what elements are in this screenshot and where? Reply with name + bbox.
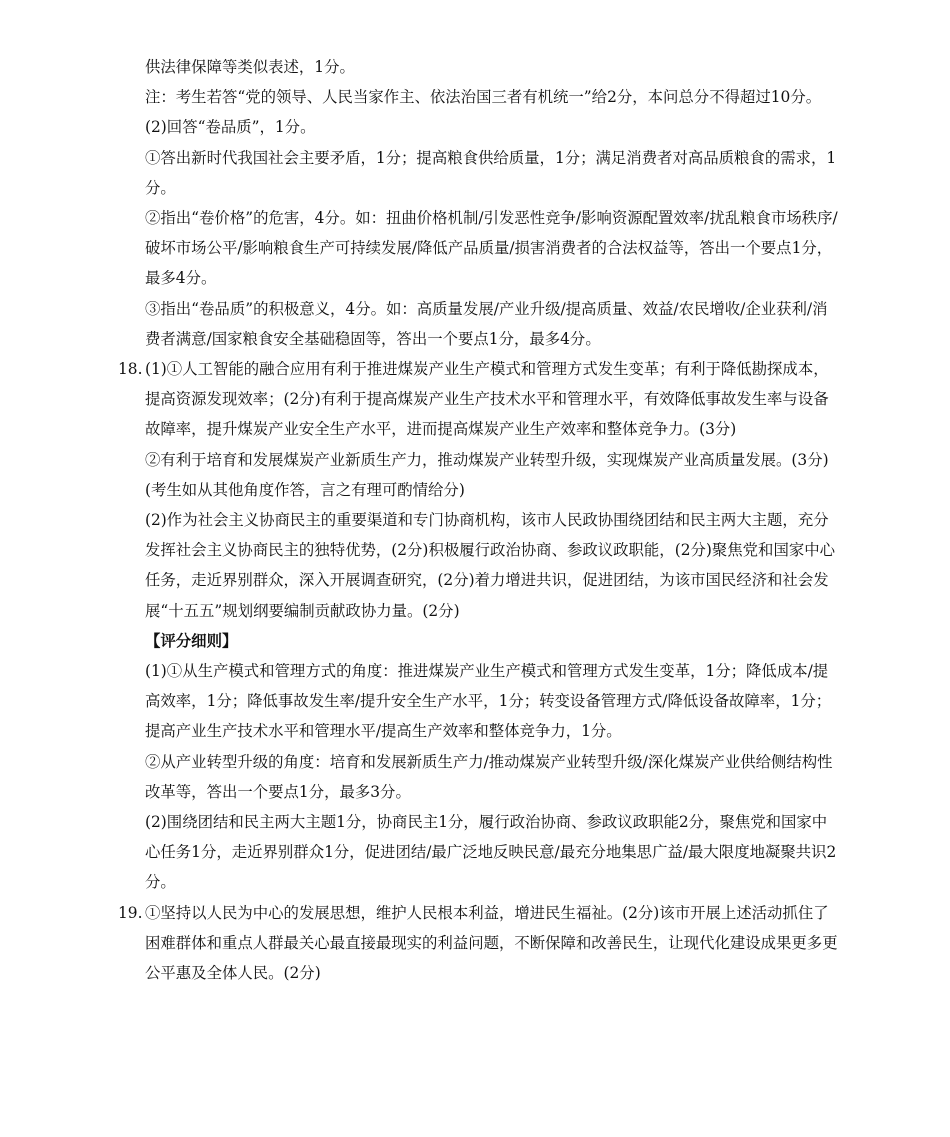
q18-part1-b: ②有利于培育和发展煤炭产业新质生产力，推动煤炭产业转型升级，实现煤炭产业高质量发展。(3分)(考生如从其他角度作答，言之有理可酌情给分) [145, 450, 829, 499]
rubric-1b: ②从产业转型升级的角度：培育和发展新质生产力/推动煤炭产业转型升级/深化煤炭产业供给侧结构性改革等，答出一个要点1分，最多3分。 [145, 752, 833, 801]
point1-paragraph: ①答出新时代我国社会主要矛盾，1分；提高粮食供给质量，1分；满足消费者对高品质粮食的需求，1分。 [145, 148, 837, 197]
rubric-2: (2)围绕团结和民主两大主题1分，协商民主1分，履行政治协商、参政议政职能2分，聚焦党和国家中心任务1分，走近界别群众1分，促进团结/最广泛地反映民意/最充分地集思广益/最大限度地凝聚共识2分。 [145, 813, 837, 892]
note-paragraph: 注：考生若答“党的领导、人民当家作主、依法治国三者有机统一”给2分，本问总分不得超过10分。 [145, 88, 822, 107]
question-19 [120, 898, 840, 989]
q18-part1-a: (1)①人工智能的融合应用有利于推进煤炭产业生产模式和管理方式发生变革；有利于降低勘探成本，提高资源发现效率；(2分)有利于提高煤炭产业生产技术水平和管理水平，有效降低事故发生率与设备故障率，提升煤炭产业安全生产水平，进而提高煤炭产业生产效率和整体竞争力。(3分) [145, 360, 829, 439]
question-number: 19. [118, 903, 143, 922]
question-18 [120, 354, 840, 445]
q18-part2: (2)作为社会主义协商民主的重要渠道和专门协商机构，该市人民政协围绕团结和民主两大主题，充分发挥社会主义协商民主的独特优势，(2分)积极履行政治协商、参政议政职能，(2分)聚焦党和国家中心任务，走近界别群众，深入开展调查研究，(2分)着力增进共识，促进团结，为该市国民经济和社会发展“十五五”规划纲要编制贡献政协力量。(2分) [145, 511, 836, 620]
rubric-1a: (1)①从生产模式和管理方式的角度：推进煤炭产业生产模式和管理方式发生变革，1分；降低成本/提高效率，1分；降低事故发生率/提升安全生产水平，1分；转变设备管理方式/降低设备故障率，1分；提高产业生产技术水平和管理水平/提高生产效率和整体竞争力，1分。 [145, 662, 832, 741]
question-number: 18. [118, 360, 143, 379]
continued-paragraph: 供法律保障等类似表述，1分。 [145, 58, 355, 76]
part2-paragraph: (2)回答“卷品质”，1分。 [145, 118, 316, 137]
rubric-heading: 【评分细则】 [145, 631, 238, 650]
q19-answer: ①坚持以人民为中心的发展思想，维护人民根本利益，增进民生福祉。(2分)该市开展上述活动抓住了困难群体和重点人群最关心最直接最现实的利益问题，不断保障和改善民生，让现代化建设成果更多更公平惠及全体人民。(2分) [145, 903, 838, 983]
point2-paragraph: ②指出“卷价格”的危害，4分。如：扭曲价格机制/引发恶性竞争/影响资源配置效率/扰乱粮食市场秩序/破坏市场公平/影响粮食生产可持续发展/降低产品质量/损害消费者的合法权益等，答出一个要点1分，最多4分。 [145, 209, 838, 288]
point3-paragraph: ③指出“卷品质”的积极意义，4分。如：高质量发展/产业升级/提高质量、效益/农民增收/企业获利/消费者满意/国家粮食安全基础稳固等，答出一个要点1分，最多4分。 [145, 299, 828, 348]
